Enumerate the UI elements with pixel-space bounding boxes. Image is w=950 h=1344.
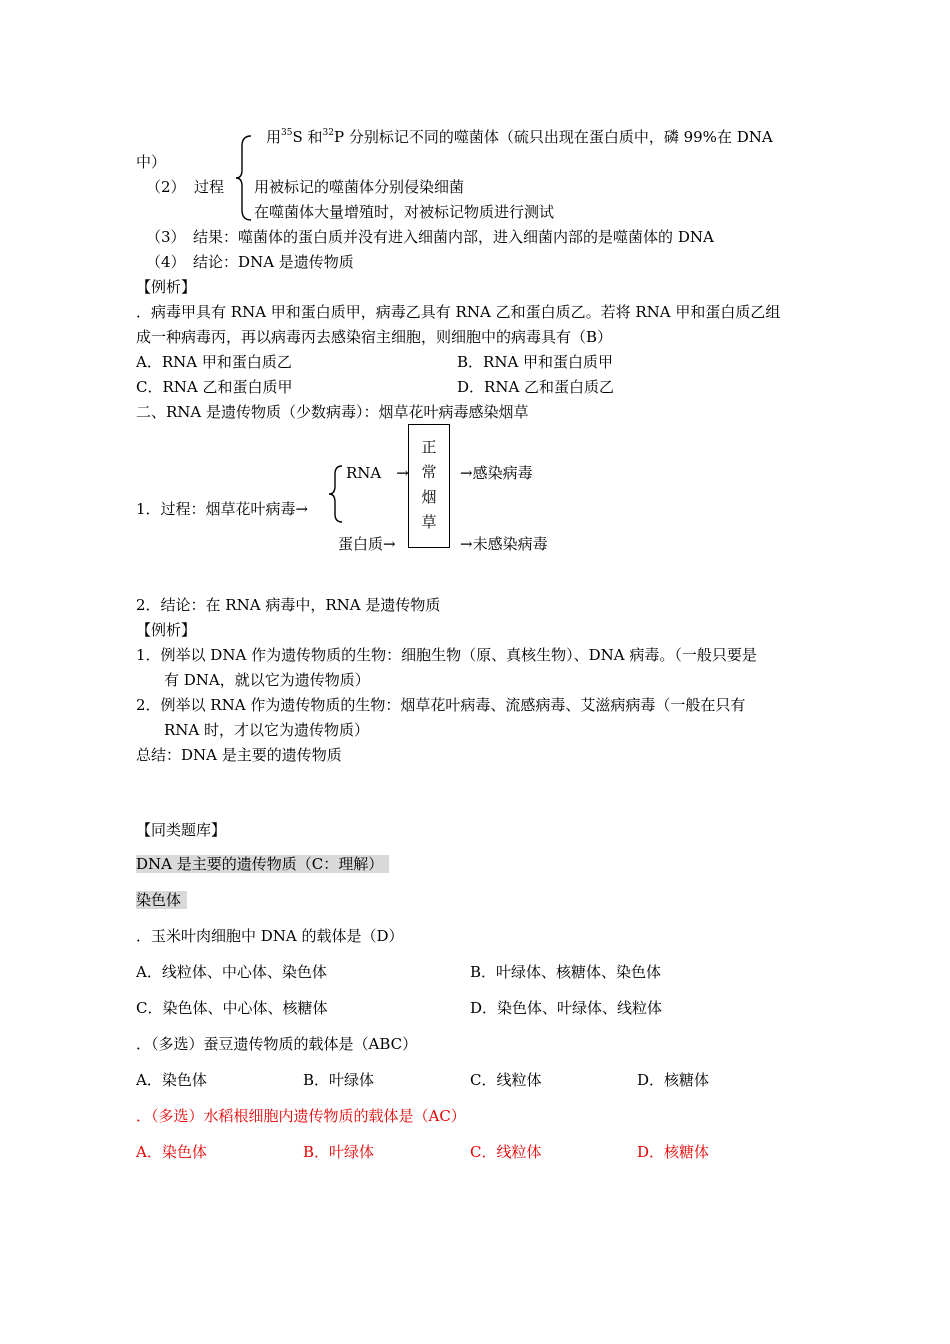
option-b: B．RNA 甲和蛋白质甲 (457, 353, 614, 371)
example-2-item-1a: 1．例举以 DNA 作为遗传物质的生物：细胞生物（原、真核生物）、DNA 病毒。（一般只要是 (136, 646, 757, 664)
infected-label: →感染病毒 (460, 464, 533, 482)
example-question-line-1: ．病毒甲具有 RNA 甲和蛋白质甲，病毒乙具有 RNA 乙和蛋白质乙。若将 RNA 甲和蛋白质乙组 (136, 303, 781, 321)
bank-q2-a: A．染色体 (136, 1071, 207, 1089)
protein-label: 蛋白质→ (338, 535, 396, 553)
option-c: C．RNA 乙和蛋白质甲 (136, 378, 293, 396)
section-2-conclusion: 2．结论：在 RNA 病毒中，RNA 是遗传物质 (136, 596, 441, 614)
box-char-1: 正 (421, 438, 437, 456)
example-question-line-2: 成一种病毒丙，再以病毒丙去感染宿主细胞，则细胞中的病毒具有（B） (136, 328, 613, 346)
uninfected-label: →未感染病毒 (460, 535, 548, 553)
bank-q1-a: A．线粒体、中心体、染色体 (136, 963, 327, 981)
tobacco-box (408, 424, 450, 548)
box-char-4: 草 (421, 513, 437, 531)
example-2-heading: 【例析】 (136, 621, 197, 639)
process-line-2: 用被标记的噬菌体分别侵染细菌 (254, 178, 465, 196)
bank-topic: DNA 是主要的遗传物质（C：理解） (136, 854, 389, 874)
box-char-3: 烟 (421, 488, 437, 506)
rna-label: RNA → (346, 464, 409, 482)
process-label: 1．过程：烟草花叶病毒→ (136, 500, 309, 518)
bank-q2-c: C．线粒体 (470, 1071, 542, 1089)
diagram-brace-icon (326, 462, 346, 526)
bank-q2-b: B．叶绿体 (303, 1071, 375, 1089)
bank-q1-d: D．染色体、叶绿体、线粒体 (470, 999, 663, 1017)
bank-q1: ．玉米叶肉细胞中 DNA 的载体是（D） (136, 927, 404, 945)
bank-q3: ．（多选）水稻根细胞内遗传物质的载体是（AC） (136, 1107, 466, 1125)
option-d: D．RNA 乙和蛋白质乙 (457, 378, 615, 396)
item-2-number: （2） (146, 178, 186, 196)
option-a: A．RNA 甲和蛋白质乙 (136, 353, 292, 371)
box-char-2: 常 (421, 463, 437, 481)
item-2-label: 过程 (194, 178, 225, 196)
bank-q1-c: C．染色体、中心体、核糖体 (136, 999, 328, 1017)
process-line-1-continued: 中） (136, 153, 167, 171)
example-2-item-2b: RNA 时，才以它为遗传物质） (164, 721, 370, 739)
bank-q3-d: D．核糖体 (637, 1143, 710, 1161)
process-line-3: 在噬菌体大量增殖时，对被标记物质进行测试 (254, 203, 555, 221)
section-2-title: 二、RNA 是遗传物质（少数病毒）：烟草花叶病毒感染烟草 (136, 403, 529, 421)
process-line-1: 用$^{35}$S 和$^{32}$P 分别标记不同的噬菌体（硫只出现在蛋白质中，磷 99%在 DNA (266, 128, 773, 146)
example-heading: 【例析】 (136, 278, 197, 296)
bank-heading: 【同类题库】 (136, 821, 227, 839)
bank-q3-b: B．叶绿体 (303, 1143, 375, 1161)
bank-q3-a: A．染色体 (136, 1143, 207, 1161)
bank-q3-c: C．线粒体 (470, 1143, 542, 1161)
item-4-conclusion: （4） 结论：DNA 是遗传物质 (146, 253, 354, 271)
example-2-item-2a: 2．例举以 RNA 作为遗传物质的生物：烟草花叶病毒、流感病毒、艾滋病病毒（一般在只有 (136, 696, 746, 714)
bank-q2: ．（多选）蚕豆遗传物质的载体是（ABC） (136, 1035, 418, 1053)
summary: 总结：DNA 是主要的遗传物质 (136, 746, 342, 764)
process-brace-icon (234, 134, 254, 222)
example-2-item-1b: 有 DNA，就以它为遗传物质） (164, 671, 370, 689)
item-3-result: （3） 结果：噬菌体的蛋白质并没有进入细菌内部，进入细菌内部的是噬菌体的 DNA (146, 228, 714, 246)
bank-q2-d: D．核糖体 (637, 1071, 710, 1089)
bank-subtopic: 染色体 (136, 890, 187, 910)
bank-q1-b: B．叶绿体、核糖体、染色体 (470, 963, 662, 981)
